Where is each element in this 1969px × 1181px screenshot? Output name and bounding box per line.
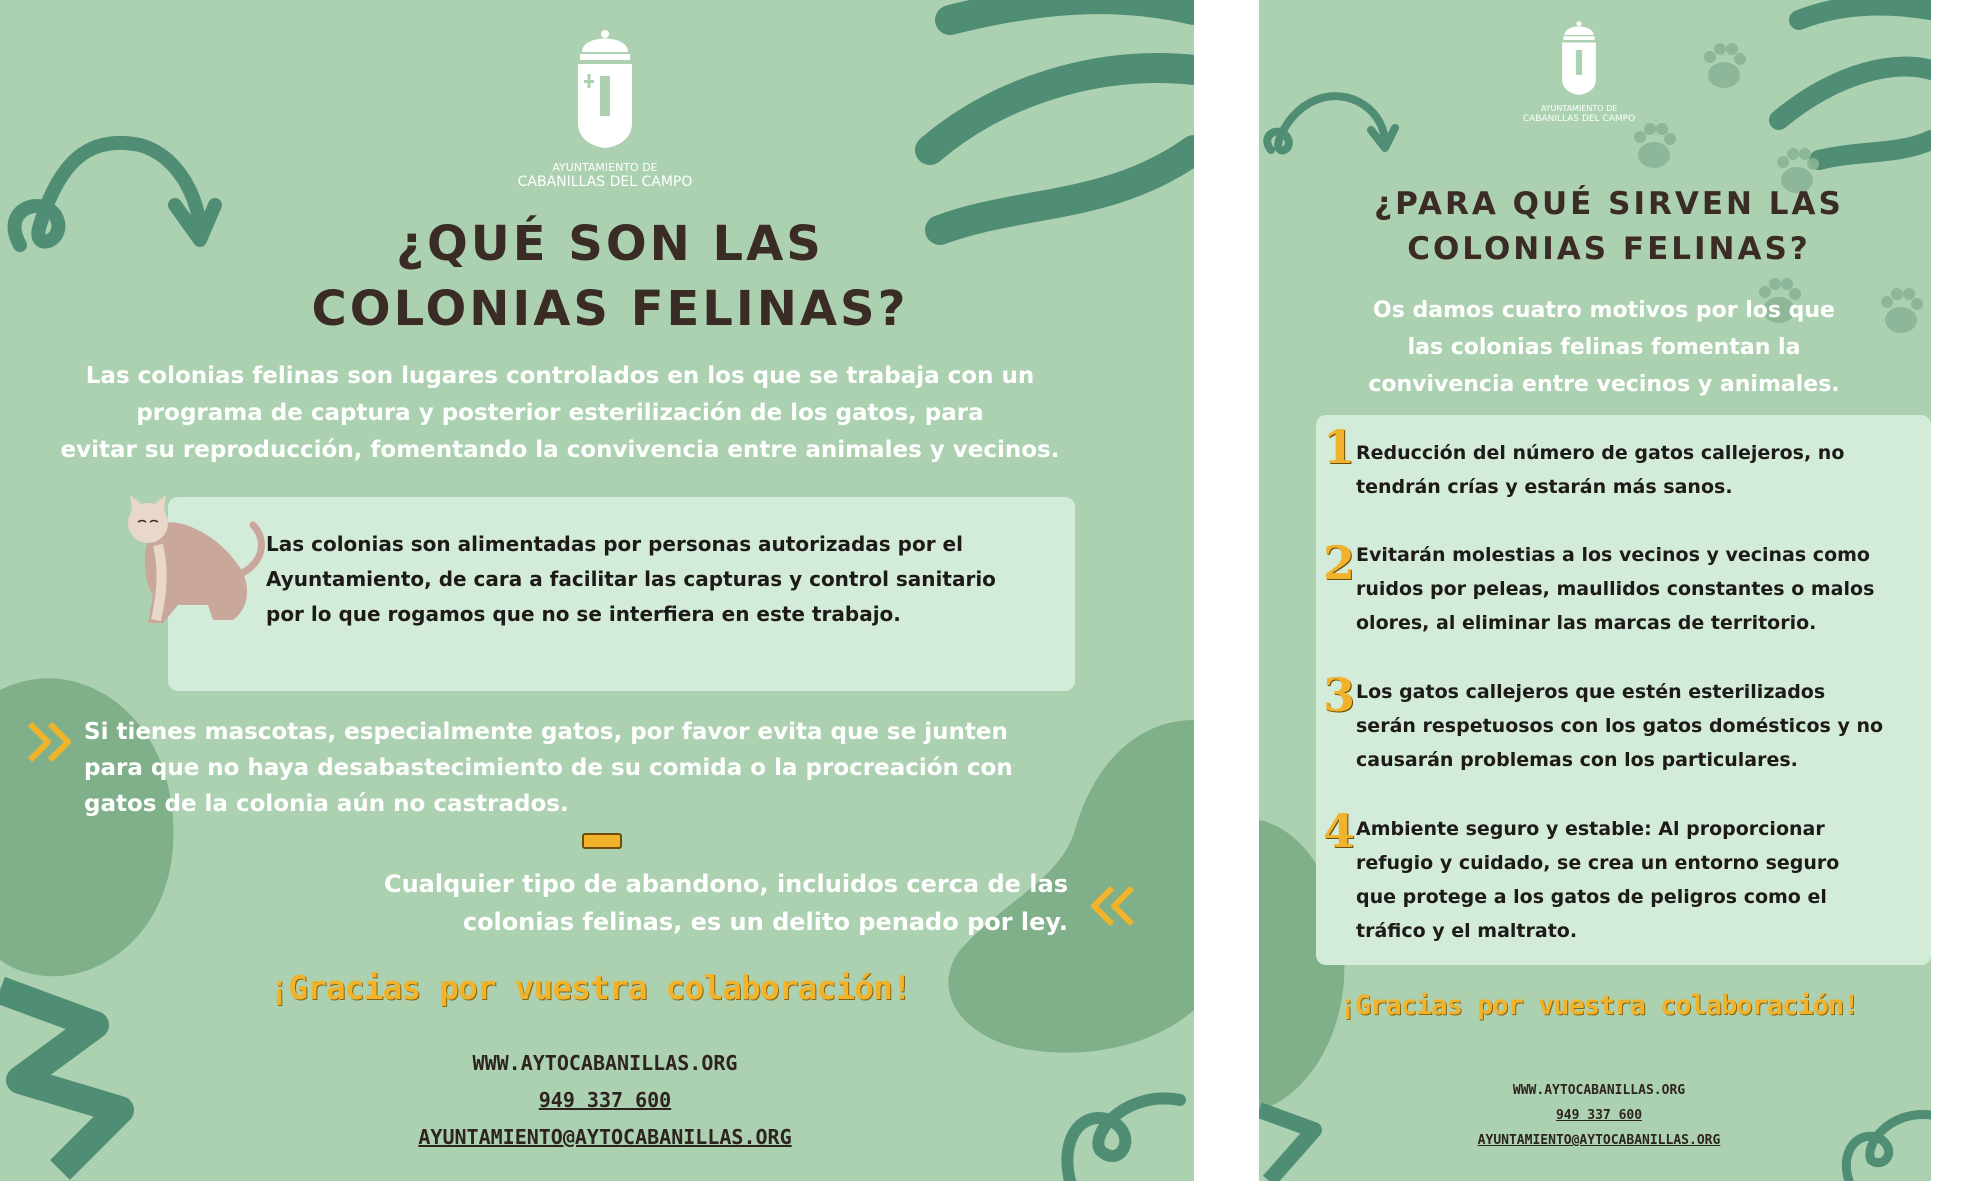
card-line2: Ayuntamiento, de cara a facilitar las capturas y control sanitario [266,567,996,591]
abandon-line2: colonias felinas, es un delito penado por ley. [462,908,1068,936]
intro-line3: convivencia entre vecinos y animales. [1368,372,1840,397]
page-title [1319,182,1899,272]
logo-line2: CABANILLAS DEL CAMPO [517,174,693,191]
website-link[interactable]: WWW.AYTOCABANILLAS.ORG [472,1051,738,1075]
reason-line: tendrán crías y estarán más sanos. [1356,476,1733,498]
reason-number: 3 [1323,668,1356,722]
squiggle-top-right [1779,6,1931,160]
coat-of-arms-icon [1557,20,1601,98]
title-line2: COLONIAS FELINAS? [1407,231,1811,267]
coat-of-arms-icon [570,28,640,153]
logo-line1: AYUNTAMIENTO DE [552,161,658,174]
pets-line3: gatos de la colonia aún no castrados. [84,791,569,817]
intro-line2: las colonias felinas fomentan la [1407,335,1801,360]
pets-line1: Si tienes mascotas, especialmente gatos, por favor evita que se junten [84,719,1008,745]
reason-number: 2 [1323,536,1356,590]
logo [490,28,720,191]
reason-line: que protege a los gatos de peligros como el [1356,886,1827,908]
pets-line2: para que no haya desabastecimiento de su comida o la procreación con [84,755,1013,781]
zigzag-bottom-left [0,990,120,1170]
title-line1: ¿PARA QUÉ SIRVEN LAS [1374,186,1844,222]
reason-number: 1 [1323,420,1356,474]
reason-line: Evitarán molestias a los vecinos y vecinas como [1356,544,1870,566]
reason-text [1356,436,1926,504]
thanks-heading: ¡Gracias por vuestra colaboración! [269,968,911,1007]
title-line2: COLONIAS FELINAS? [311,281,909,337]
abandonment-paragraph [300,865,1068,941]
reason-line: serán respetuosos con los gatos domésticos y no [1356,715,1884,737]
reason-line: refugio y cuidado, se crea un entorno seguro [1356,852,1840,874]
curl-bottom-right [1846,1115,1931,1181]
reason-line: Los gatos callejeros que estén esterilizados [1356,681,1826,703]
intro-paragraph [60,358,1060,469]
reason-line: tráfico y el maltrato. [1356,920,1578,942]
intro-line1: Os damos cuatro motivos por los que [1373,298,1835,323]
thanks-heading: ¡Gracias por vuestra colaboración! [1339,990,1859,1021]
curved-arrow [15,143,200,245]
reason-text [1356,812,1926,948]
contact-block [300,1045,910,1156]
reason-line: olores, al eliminar las marcas de territorio. [1356,612,1817,634]
reason-line: Ambiente seguro y estable: Al proporcionar [1356,818,1825,840]
zigzag-bottom-left [1259,1110,1314,1181]
phone-link[interactable]: 949 337 600 [1555,1108,1643,1123]
contact-block [1399,1078,1799,1153]
abandon-line1: Cualquier tipo de abandono, incluidos cerca de las [383,870,1068,898]
logo-line2: CABANILLAS DEL CAMPO [1522,113,1636,124]
website-link[interactable]: WWW.AYTOCABANILLAS.ORG [1512,1083,1686,1098]
curved-arrow [1267,96,1385,150]
reason-number: 4 [1323,804,1356,858]
email-link[interactable]: AYUNTAMIENTO@AYTOCABANILLAS.ORG [418,1125,792,1149]
intro-line3: evitar su reproducción, fomentando la convivencia entre animales y vecinos. [60,437,1060,463]
poster-right [1259,0,1931,1181]
squiggle-top-right [930,0,1194,230]
page-title [200,212,1020,342]
info-card-text [266,527,1046,632]
title-line1: ¿QUÉ SON LAS [396,216,824,272]
logo [1509,20,1649,124]
reason-line: Reducción del número de gatos callejeros, no [1356,442,1845,464]
card-line1: Las colonias son alimentadas por personas autorizadas por el [266,532,963,556]
minus-sign-icon [583,834,621,848]
reason-text [1356,675,1926,777]
logo-line1: AYUNTAMIENTO DE [1540,104,1618,113]
intro-paragraph [1299,292,1909,403]
reason-text [1356,538,1926,640]
card-line3: por lo que rogamos que no se interfiera en este trabajo. [266,602,901,626]
pets-paragraph [84,714,1084,822]
phone-link[interactable]: 949 337 600 [538,1088,672,1112]
reason-line: ruidos por peleas, maullidos constantes o malos [1356,578,1875,600]
email-link[interactable]: AYUNTAMIENTO@AYTOCABANILLAS.ORG [1477,1133,1721,1148]
cat-illustration-icon [118,495,268,630]
reason-line: causarán problemas con los particulares. [1356,749,1798,771]
curl-bottom-right [1067,1098,1180,1181]
intro-line2: programa de captura y posterior esterilización de los gatos, para [136,400,984,426]
intro-line1: Las colonias felinas son lugares controlados en los que se trabaja con un [85,363,1035,389]
